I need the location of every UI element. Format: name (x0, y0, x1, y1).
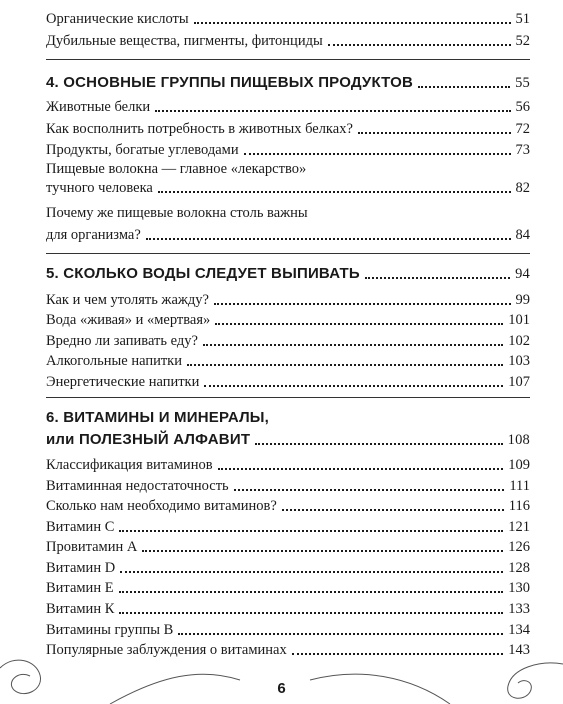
toc-entry-page: 72 (515, 121, 530, 137)
toc-entry-page: 56 (515, 99, 530, 115)
toc-entry-page: 126 (508, 539, 530, 555)
toc-entry-page: 121 (508, 519, 530, 535)
toc-entry-title: Вредно ли запивать еду? (46, 333, 198, 349)
chapter-page: 108 (507, 432, 530, 448)
toc-entry-title: Почему же пищевые волокна столь важны (46, 205, 308, 221)
toc-entry-page: 109 (508, 457, 530, 473)
toc-entry-page: 51 (515, 11, 530, 27)
toc-entry-title: Витамин К (46, 601, 115, 617)
toc-entry-title: Животные белки (46, 99, 151, 115)
toc-entry-title: Энергетические напитки (46, 374, 200, 390)
chapter-title: 6. ВИТАМИНЫ И МИНЕРАЛЫ, (46, 409, 270, 426)
toc-entry-title: Популярные заблуждения о витаминах (46, 642, 287, 658)
chapter-page: 55 (515, 75, 530, 91)
toc-entry-title: Витамин D (46, 560, 116, 576)
toc-entry-page: 107 (508, 374, 530, 390)
toc-entry-page: 52 (515, 33, 530, 49)
toc-entry-title: для организма? (46, 227, 141, 243)
toc-entry-page: 130 (508, 580, 530, 596)
toc-entry-page: 102 (508, 333, 530, 349)
toc-entry-page: 99 (515, 292, 530, 308)
toc-entry-title: Алкогольные напитки (46, 353, 182, 369)
toc-entry-page: 103 (508, 353, 530, 369)
toc-entry-page: 101 (508, 312, 530, 328)
toc-entry-title: Витаминная недостаточность (46, 478, 229, 494)
toc-entry-title: Витамин С (46, 519, 115, 535)
toc-entry-page: 133 (508, 601, 530, 617)
toc-entry-title: Продукты, богатые углеводами (46, 142, 239, 158)
toc-entry-page: 134 (508, 622, 530, 638)
toc-entry-title: тучного человека (46, 180, 153, 196)
chapter-title: 5. СКОЛЬКО ВОДЫ СЛЕДУЕТ ВЫПИВАТЬ (46, 265, 360, 282)
toc-entry-title: Сколько нам необходимо витаминов? (46, 498, 277, 514)
toc-entry-title: Как восполнить потребность в животных белках? (46, 121, 353, 137)
toc-entry-title: Провитамин А (46, 539, 138, 555)
toc-entry-page: 143 (508, 642, 530, 658)
page-number: 6 (277, 680, 286, 697)
toc-entry-page: 73 (515, 142, 530, 158)
chapter-title: 4. ОСНОВНЫЕ ГРУППЫ ПИЩЕВЫХ ПРОДУКТОВ (46, 74, 414, 91)
toc-entry-title: Витамины группы В (46, 622, 174, 638)
toc-entry-page: 128 (508, 560, 530, 576)
toc-entry-page: 84 (515, 227, 530, 243)
toc-entry-page: 82 (515, 180, 530, 196)
toc-entry-title: Классификация витаминов (46, 457, 213, 473)
chapter-title: или ПОЛЕЗНЫЙ АЛФАВИТ (46, 431, 251, 448)
toc-entry-title: Как и чем утолять жажду? (46, 292, 209, 308)
chapter-page: 94 (515, 266, 530, 282)
toc-entry-title: Вода «живая» и «мертвая» (46, 312, 211, 328)
toc-entry-title: Витамин Е (46, 580, 114, 596)
toc-entry-title: Пищевые волокна — главное «лекарство» (46, 161, 307, 177)
toc-entry-title: Органические кислоты (46, 11, 189, 27)
toc-entry-page: 116 (508, 498, 530, 514)
toc-entry-page: 111 (509, 478, 530, 494)
toc-entry-title: Дубильные вещества, пигменты, фитонциды (46, 33, 323, 49)
